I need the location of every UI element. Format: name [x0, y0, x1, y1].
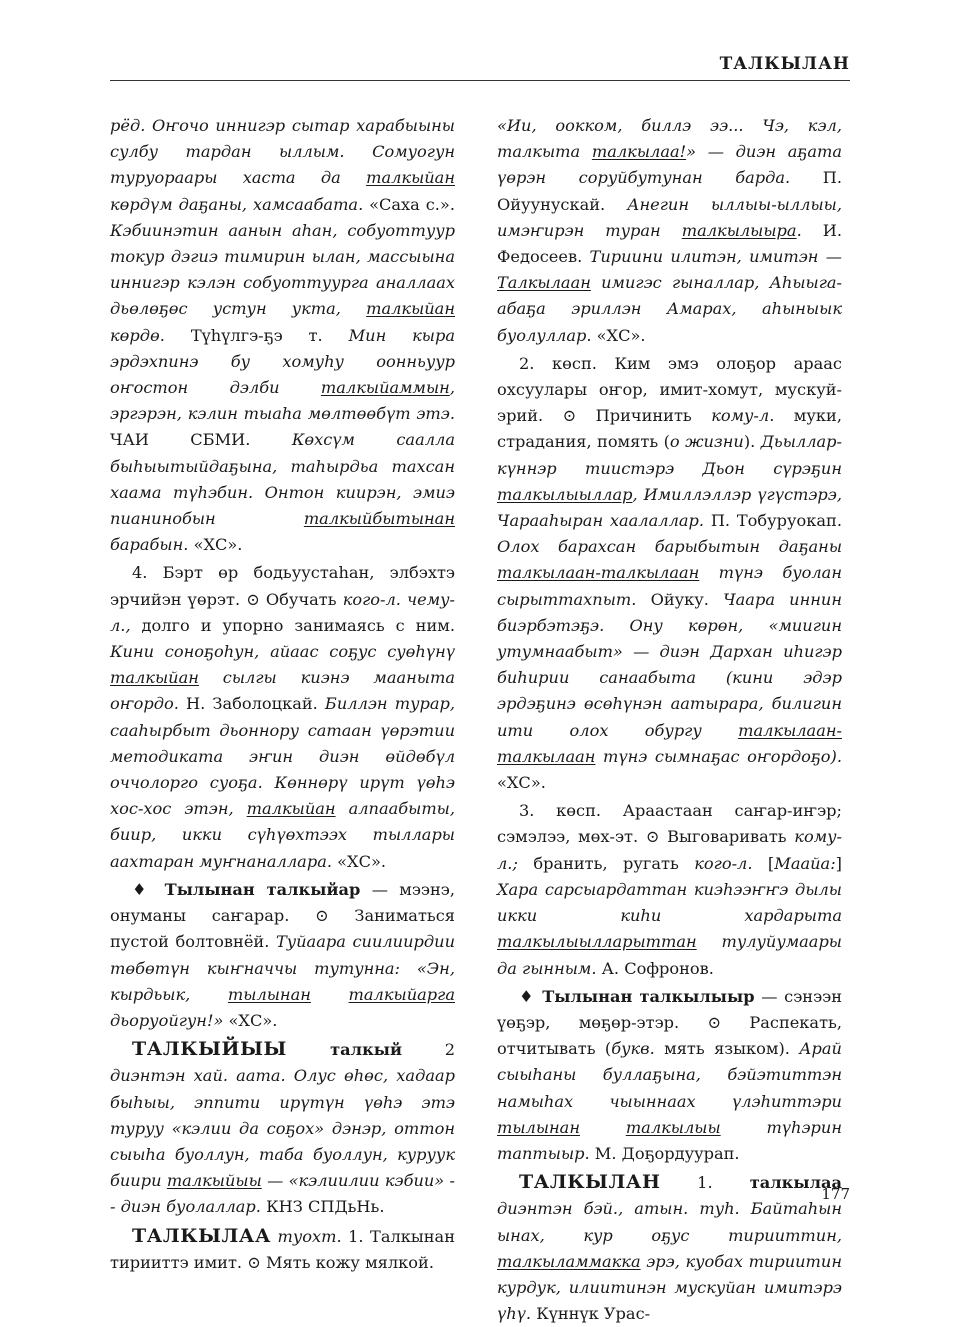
headword: ТАЛКЫЛАА — [132, 1224, 272, 1247]
page-number: 177 — [821, 1185, 850, 1203]
running-header — [110, 52, 850, 81]
russian-translation-marker: ⊙ — [246, 589, 260, 609]
left-column — [110, 113, 455, 1276]
entry-talkylaa: ТАЛКЫЛАА туохт. 1. Талкынан тирииттэ имит. ⊙ Мять кожу мялкой. — [110, 1224, 455, 1272]
phrase-paragraph: ♦ Тылынан талкылыыр — сэнээн үөҕэр, мөҕөр-этэр. ⊙ Распекать, отчитывать (букв. мять языком). Арай сыыһаны буллаҕына, бэйэтиттэн намыһах чыыннаах үлэһиттэри тылынан талкылыы түһэрин таптыыр. М. Доҕордуурап. — [497, 986, 842, 1163]
entry-talkyiyy: ТАЛКЫЙЫЫ талкый 2 диэнтэн хай. аата. Олус өһөс, хадаар быһыы, эппити ирүтүн үөһэ этэ туруу «кэлии да соҕох» дэнэр, оттон сыыһа буоллун, таба буоллун, куруук биири талкыйыы — «кэлиилии кэбии» -- диэн буолаллар. КНЗ СПДьНь. — [110, 1038, 455, 1217]
running-header-title: ТАЛКЫЛАН — [719, 54, 850, 74]
headword: ТАЛКЫЙЫЫ — [132, 1038, 287, 1061]
phrase-paragraph: ♦ Тылынан талкыйар — мээнэ, онуманы саҥарар. ⊙ Заниматься пустой болтовнёй. Туйаара сиилиирдии төбөтүн кыҥначчы тутунна: «Эн, кырдьык, тылынан талкыйарга дьоруойгун!» «ХС». — [110, 879, 455, 1030]
sense-2-paragraph: 2. көсп. Ким эмэ олоҕор араас охсуулары оҥор, имит-хомут, мускуй-эрий. ⊙ Причинить кому-л. муки, страдания, помять (о жизни). Дьыллар-күннэр тиистэрэ Дьон сүрэҕин талкылыыллар, Имиллэллэр үгүстэрэ, Чарааһыран хаалаллар. П. Тобуруокап. Олох барахсан барыбытын даҕаны талкылаан-талкылаан түнэ буолан сырыттахпыт. Ойуку. Чаара иннин биэрбэтэҕэ. Ону көрөн, «миигин утумнаабыт» — диэн Дархан иһигэр биһирии санаабыта (кини эдэр эрдэҕинэ өсөһүнэн аатырара, билигин ити олох обургу талкылаан-талкылаан түнэ сымнаҕас оҥордоҕо). «ХС». — [497, 353, 842, 793]
sense-3-paragraph: 3. көсп. Араастаан саҥар-иҥэр; сэмэлээ, мөх-эт. ⊙ Выговаривать кому-л.; бранить, ругать кого-л. [Маайа:] Хара сарсыардаттан киэһээҥҥэ дылы икки киһи хардарыта талкылыылларыттан тулуйумаары да гынным. А. Софронов. — [497, 801, 842, 978]
right-column — [497, 113, 842, 1327]
headword: ТАЛКЫЛАН — [519, 1171, 661, 1194]
diamond-icon: ♦ — [519, 986, 536, 1006]
example-paragraph: «Ии, оокком, биллэ ээ... Чэ, кэл, талкыта талкылаа!» — диэн аҕата үөрэн соруйбутунан барда. П. Ойуунускай. Анегин ыллыы-ыллыы, имэҥирэн туран талкылыыра. И. Федосеев. Тириини илитэн, имитэн — Талкылаан имигэс гыналлар, Аһыыга-абаҕа эриллэн Амарах, аһыныык буолуллар. «ХС». — [497, 116, 842, 345]
sense-4-paragraph: 4. Бэрт өр бодьуустаһан, элбэхтэ эрчийэн үөрэт. ⊙ Обучать кого-л. чему-л., долго и упорно занимаясь с ним. Кини соноҕоһун, айаас соҕус суөһүнү талкыйан сылгы киэнэ мааныта оҥордо. Н. Заболоцкай. Биллэн турар, сааһырбыт дьоннору сатаан үөрэтии методиката эҥин диэн өйдөбүл оччолорго суоҕа. Көннөрү ирүт үөһэ хос-хос этэн, талкыйан алпаабыты, биир, икки сүһүөхтээх тыллары аахтаран муҥнаналлара. «ХС». — [110, 563, 455, 871]
entry-talkylan: ТАЛКЫЛАН 1. талкылаа диэнтэн бэй., атын. туһ. Байтаһын ынах, кур оҕус тирииттин, талкыламмакка эрэ, куобах тириитин курдук, илиитинэн мускуйан имитэрэ үһү. Күннүк Урас- — [497, 1171, 842, 1324]
entry-paragraph: рёд. Оҥочо иннигэр сытар харабыыны сулбу тардан ыллым. Сомуогун туруораары хаста да талкыйан көрдүм даҕаны, хамсаабата. «Саха с.». Кэбиинэтин аанын аһан, собуоттуур токур дэгиэ тимирин ылан, массыына иннигэр кэлэн собуоттуурга аналлаах дьөлөҕөс устун укта, талкыйан көрдө. Түһүлгэ-ҕэ т. Мин кыра эрдэхпинэ бу хомуһу оонньуур оҥостон дэлби талкыйаммын, эргэрэн, кэлин тыаһа мөлтөөбүт этэ. ЧАИ СБМИ. Көхсүм саалла быһыытыйдаҕына, таһырдьа тахсан хаама түһэбин. Онтон киирэн, эмиэ пианинобын талкыйбытынан барабын. «ХС». — [110, 116, 456, 555]
diamond-icon: ♦ — [132, 879, 153, 899]
